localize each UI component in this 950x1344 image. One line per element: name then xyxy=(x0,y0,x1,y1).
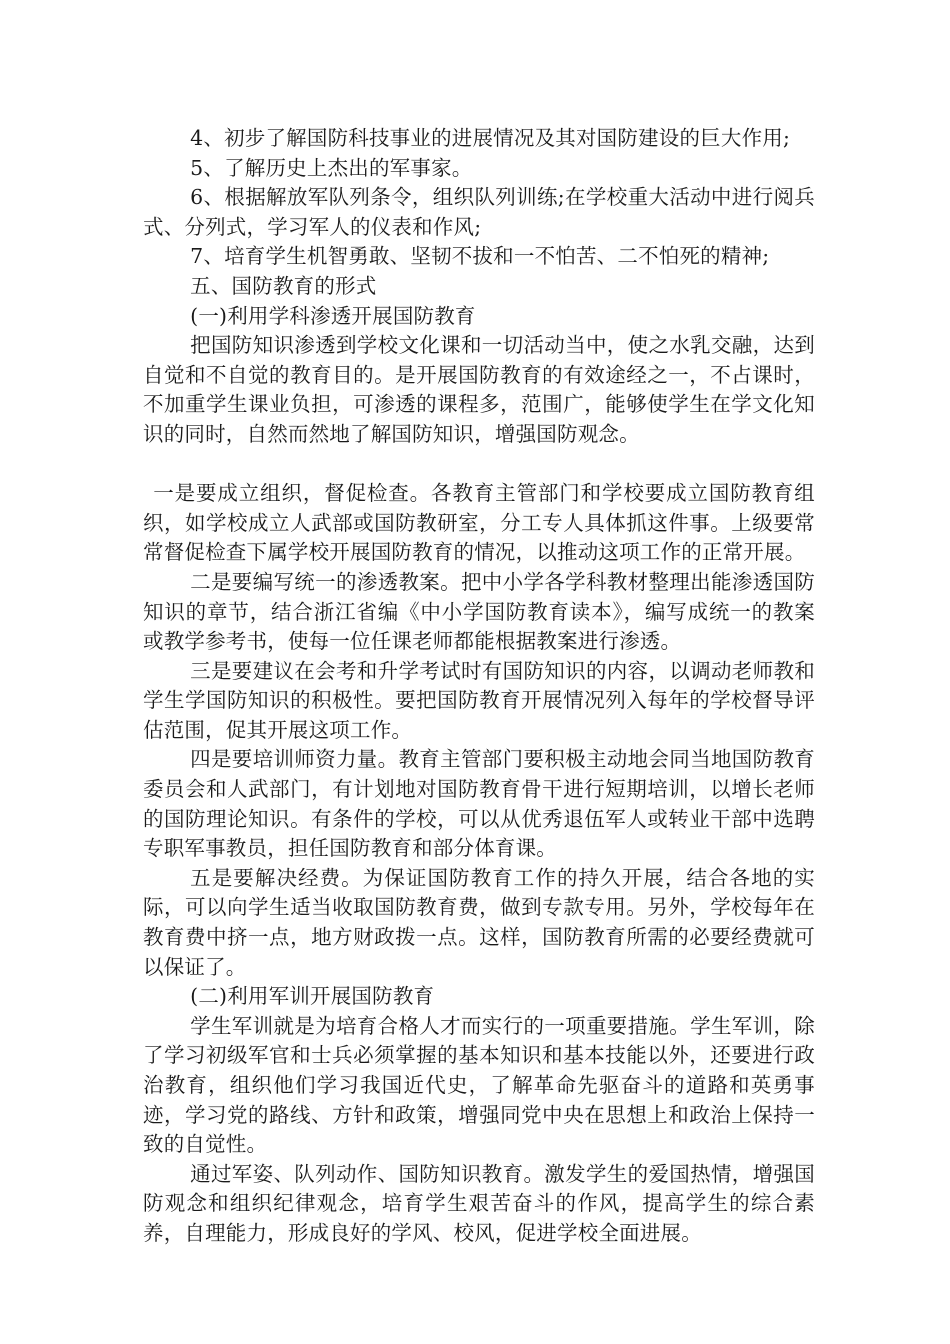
paragraph-point-3: 三是要建议在会考和升学考试时有国防知识的内容，以调动老师教和学生学国防知识的积极性。要把国防教育开展情况列入每年的学校督导评估范围，促其开展这项工作。 xyxy=(143,658,815,742)
paragraph-gap xyxy=(143,450,815,480)
paragraph-point-2: 二是要编写统一的渗透教案。把中小学各学科教材整理出能渗透国防知识的章节，结合浙江省编《中小学国防教育读本》，编写成统一的教案或教学参考书，使每一位任课老师都能根据教案进行渗透。 xyxy=(143,569,815,654)
paragraph-item-4: 4、初步了解国防科技事业的进展情况及其对国防建设的巨大作用; xyxy=(190,126,791,150)
paragraph-military-training: 学生军训就是为培育合格人才而实行的一项重要措施。学生军训，除了学习初级军官和士兵必须掌握的基本知识和基本技能以外，还要进行政治教育，组织他们学习我国近代史，了解革命先驱奋斗的道路和英勇事迹，学习党的路线、方针和政策，增强同党中央在思想上和政治上保持一致的自觉性。 xyxy=(143,1013,815,1157)
document-body xyxy=(143,124,815,1249)
paragraph-point-5: 五是要解决经费。为保证国防教育工作的持久开展，结合各地的实际，可以向学生适当收取国防教育费，做到专款专用。另外，学校每年在教育费中挤一点，地方财政拨一点。这样，国防教育所需的必要经费就可以保证了。 xyxy=(143,865,815,979)
subsection-heading-2: (二)利用军训开展国防教育 xyxy=(190,984,435,1009)
paragraph-item-5: 5、了解历史上杰出的军事家。 xyxy=(190,155,473,180)
section-heading-5: 五、国防教育的形式 xyxy=(190,273,377,298)
paragraph-item-6: 6、根据解放军队列条令，组织队列训练;在学校重大活动中进行阅兵式、分列式，学习军人的仪表和作风; xyxy=(143,185,815,239)
paragraph-point-1: 一是要成立组织，督促检查。各教育主管部门和学校要成立国防教育组织，如学校成立人武部或国防教研室，分工专人具体抓这件事。上级要常常督促检查下属学校开展国防教育的情况，以推动这项工作的正常开展。 xyxy=(143,481,815,565)
paragraph-subject-integration: 把国防知识渗透到学校文化课和一切活动当中，使之水乳交融，达到自觉和不自觉的教育目的。是开展国防教育的有效途经之一，不占课时，不加重学生课业负担，可渗透的课程多，范围广，能够使学生在学文化知识的同时，自然而然地了解国防知识，增强国防观念。 xyxy=(143,333,815,446)
paragraph-item-7: 7、培育学生机智勇敢、坚韧不拔和一不怕苦、二不怕死的精神; xyxy=(190,244,770,269)
paragraph-point-4: 四是要培训师资力量。教育主管部门要积极主动地会同当地国防教育委员会和人武部门，有计划地对国防教育骨干进行短期培训，以增长老师的国防理论知识。有条件的学校，可以从优秀退伍军人或转业干部中选聘专职军事教员，担任国防教育和部分体育课。 xyxy=(143,747,815,861)
subsection-heading-1: (一)利用学科渗透开展国防教育 xyxy=(190,303,476,328)
paragraph-training-outcomes: 通过军姿、队列动作、国防知识教育。激发学生的爱国热情，增强国防观念和组织纪律观念，培育学生艰苦奋斗的作风，提高学生的综合素养，自理能力，形成良好的学风、校风，促进学校全面进展。 xyxy=(143,1161,815,1245)
